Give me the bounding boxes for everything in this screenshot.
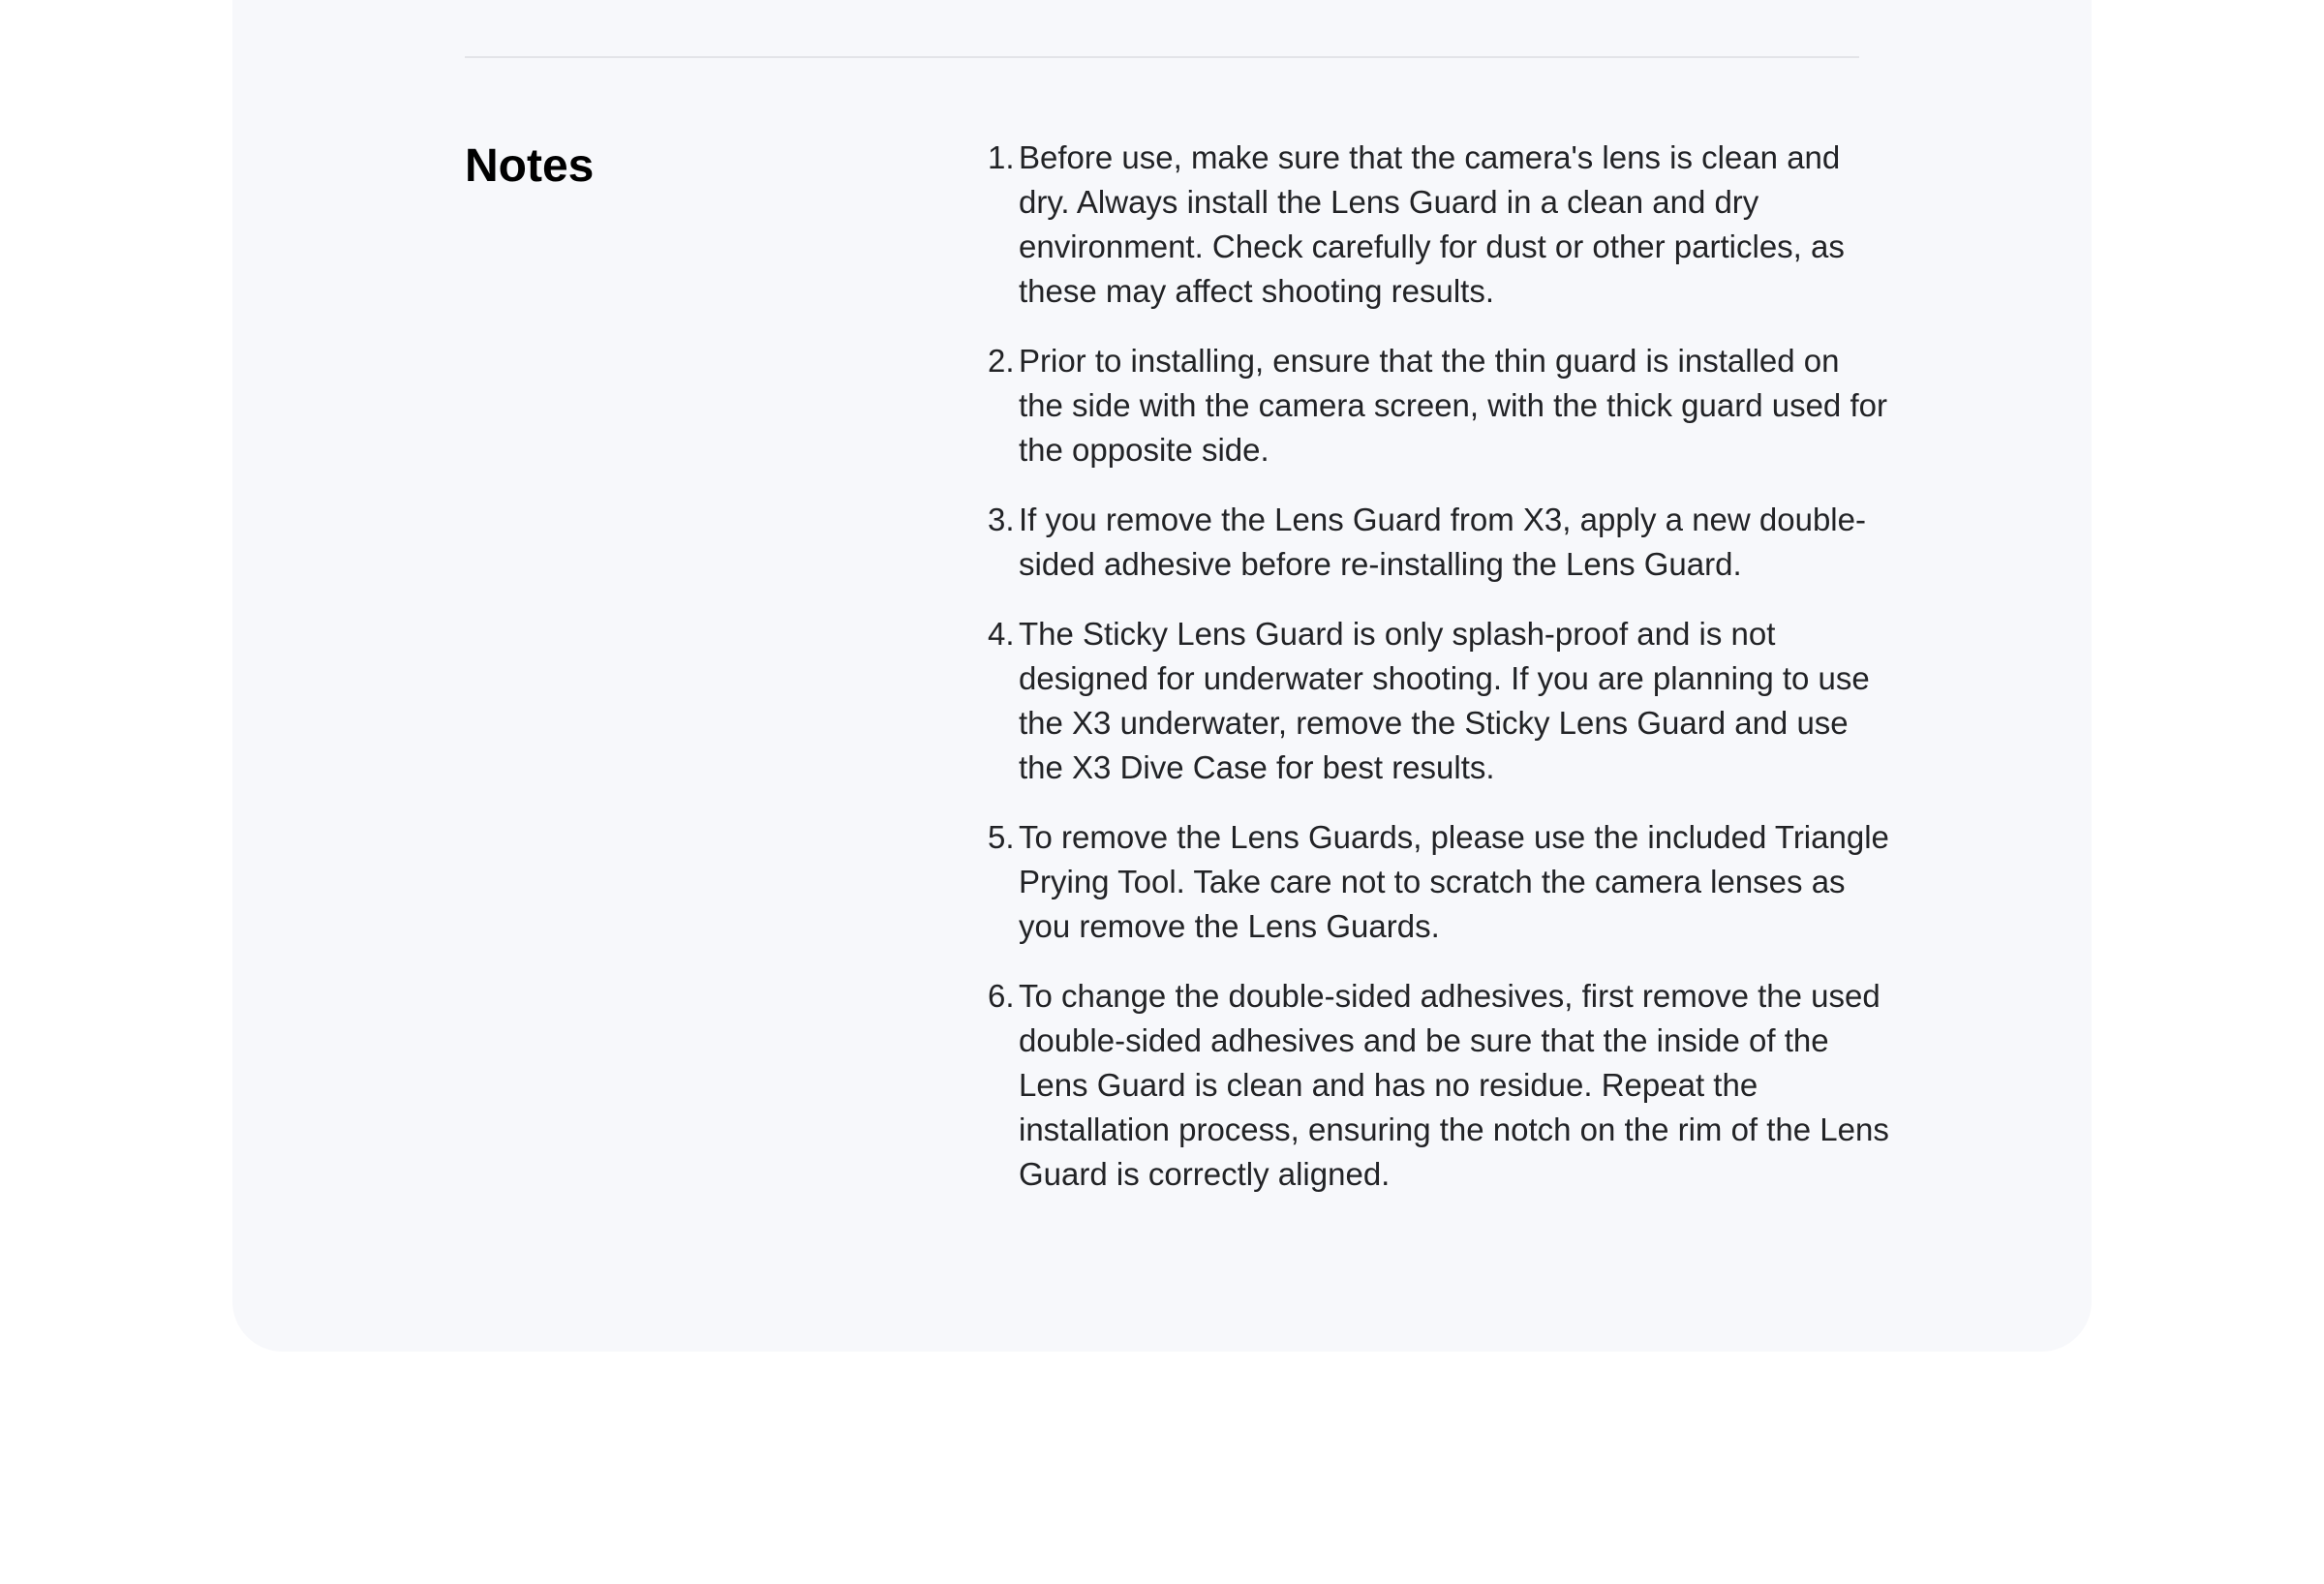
section-divider bbox=[465, 56, 1859, 58]
note-item-5: To remove the Lens Guards, please use the included Triangle Prying Tool. Take care not to scratch the camera lenses as you remove the Lens Guards. bbox=[1019, 819, 1889, 944]
note-item-3: If you remove the Lens Guard from X3, apply a new double-sided adhesive before re-installing the Lens Guard. bbox=[1019, 502, 1866, 582]
note-item-1: Before use, make sure that the camera's lens is clean and dry. Always install the Lens Guard in a clean and dry environment. Check carefully for dust or other particles, as these may affect shooting results. bbox=[1019, 139, 1845, 309]
note-item-2: Prior to installing, ensure that the thin guard is installed on the side with the camera screen, with the thick guard used for the opposite side. bbox=[1019, 343, 1887, 468]
notes-heading: Notes bbox=[465, 140, 595, 192]
note-item-6: To change the double-sided adhesives, first remove the used double-sided adhesives and be sure that the inside of the Lens Guard is clean and has no residue. Repeat the installation process, ensuring the notch on the rim of the Lens Guard is correctly aligned. bbox=[1019, 978, 1889, 1192]
note-item-4: The Sticky Lens Guard is only splash-proof and is not designed for underwater shooting. If you are planning to use the X3 underwater, remove the Sticky Lens Guard and use the X3 Dive Case for best results. bbox=[1019, 616, 1870, 785]
notes-list bbox=[988, 136, 1890, 1222]
